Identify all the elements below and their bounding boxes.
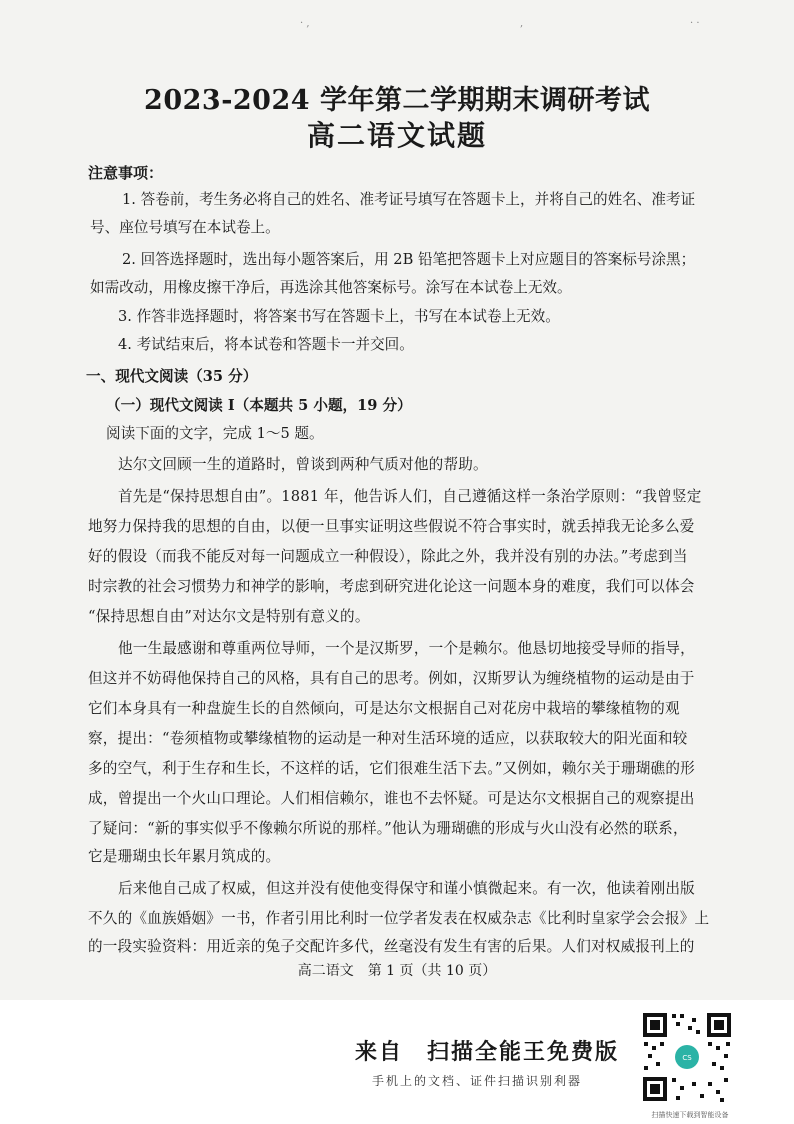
exam-subtitle: 高二语文试题: [306, 119, 487, 152]
passage-line: 达尔文回顾一生的道路时，曾谈到两种气质对他的帮助。: [118, 456, 488, 473]
scan-speckle: ,: [520, 18, 524, 29]
passage-line: 了疑问：“新的事实似乎不像赖尔所说的那样。”他认为珊瑚礁的形成与火山没有必然的联系，: [88, 820, 688, 837]
passage-line: 它们本身具有一种盘旋生长的自然倾向，可是达尔文根据自己对花房中栽培的攀缘植物的观: [88, 700, 680, 717]
section-instruction: 阅读下面的文字，完成 1～5 题。: [106, 425, 324, 442]
notice-line: 如需改动，用橡皮擦干净后，再选涂其他答案标号。涂写在本试卷上无效。: [90, 279, 572, 296]
section-subtitle: （一）现代文阅读 Ⅰ（本题共 5 小题，19 分）: [106, 397, 412, 414]
notice-line: 2. 回答选择题时，选出每小题答案后，用 2B 铅笔把答题卡上对应题目的答案标号涂黑；: [122, 251, 696, 268]
notice-line: 号、座位号填写在本试卷上。: [90, 219, 280, 236]
notice-line: 4. 考试结束后，将本试卷和答题卡一并交回。: [118, 336, 414, 353]
scan-speckle: · ·: [690, 18, 700, 29]
passage-line: 后来他自己成了权威，但这并没有使他变得保守和谨小慎微起来。有一次，他读着刚出版: [118, 880, 695, 897]
passage-line: 的一段实验资料：用近亲的兔子交配许多代，丝毫没有发生有害的后果。人们对权威报刊上的: [88, 938, 695, 955]
notice-line: 1. 答卷前，考生务必将自己的姓名、准考证号填写在答题卡上，并将自己的姓名、准考证: [122, 191, 696, 208]
passage-line: 好的假设（而我不能反对每一问题成立一种假设），除此之外，我并没有别的办法。”考虑到当: [88, 548, 688, 565]
passage-line: “保持思想自由”对达尔文是特别有意义的。: [88, 608, 370, 625]
passage-line: 他一生最感谢和尊重两位导师，一个是汉斯罗，一个是赖尔。他恳切地接受导师的指导，: [118, 640, 695, 657]
scanner-brand: 来自 扫描全能王免费版: [355, 1039, 620, 1065]
passage-line: 它是珊瑚虫长年累月筑成的。: [88, 848, 281, 865]
qr-code-icon[interactable]: [640, 1010, 734, 1104]
section-title: 一、现代文阅读（35 分）: [86, 368, 258, 385]
passage-line: 地努力保持我的思想的自由，以便一旦事实证明这些假说不符合事实时，就丢掉我无论多么爱: [88, 518, 695, 535]
exam-title: 2023-2024 学年第二学期期末调研考试: [144, 85, 650, 116]
passage-line: 时宗教的社会习惯势力和神学的影响，考虑到研究进化论这一问题本身的难度，我们可以体会: [88, 578, 695, 595]
passage-line: 但这并不妨碍他保持自己的风格，具有自己的思考。例如，汉斯罗认为缠绕植物的运动是由于: [88, 670, 695, 687]
qr-caption: 扫描快速下载到智能设备: [651, 1111, 729, 1119]
passage-line: 察，提出：“卷须植物或攀缘植物的运动是一种对生活环境的适应，以获取较大的阳光面和较: [88, 730, 688, 747]
notice-heading: 注意事项：: [88, 164, 164, 182]
svg-text:CS: CS: [682, 1054, 692, 1062]
passage-line: 不久的《血族婚姻》一书，作者引用比利时一位学者发表在权威杂志《比利时皇家学会会报》上: [88, 910, 710, 927]
page-number: 高二语文 第 1 页（共 10 页）: [297, 963, 497, 979]
passage-line: 首先是“保持思想自由”。1881 年，他告诉人们，自己遵循这样一条治学原则：“我曾竖定: [118, 488, 702, 505]
scanner-tagline: 手机上的文档、证件扫描识别利器: [372, 1074, 583, 1088]
notice-line: 3. 作答非选择题时，将答案书写在答题卡上，书写在本试卷上无效。: [118, 308, 560, 325]
passage-line: 成，曾提出一个火山口理论。人们相信赖尔，谁也不去怀疑。可是达尔文根据自己的观察提出: [88, 790, 695, 807]
scan-speckle: · ,: [300, 18, 310, 29]
passage-line: 多的空气，利于生存和生长，不这样的话，它们很难生活下去。”又例如，赖尔关于珊瑚礁的形: [88, 760, 695, 777]
